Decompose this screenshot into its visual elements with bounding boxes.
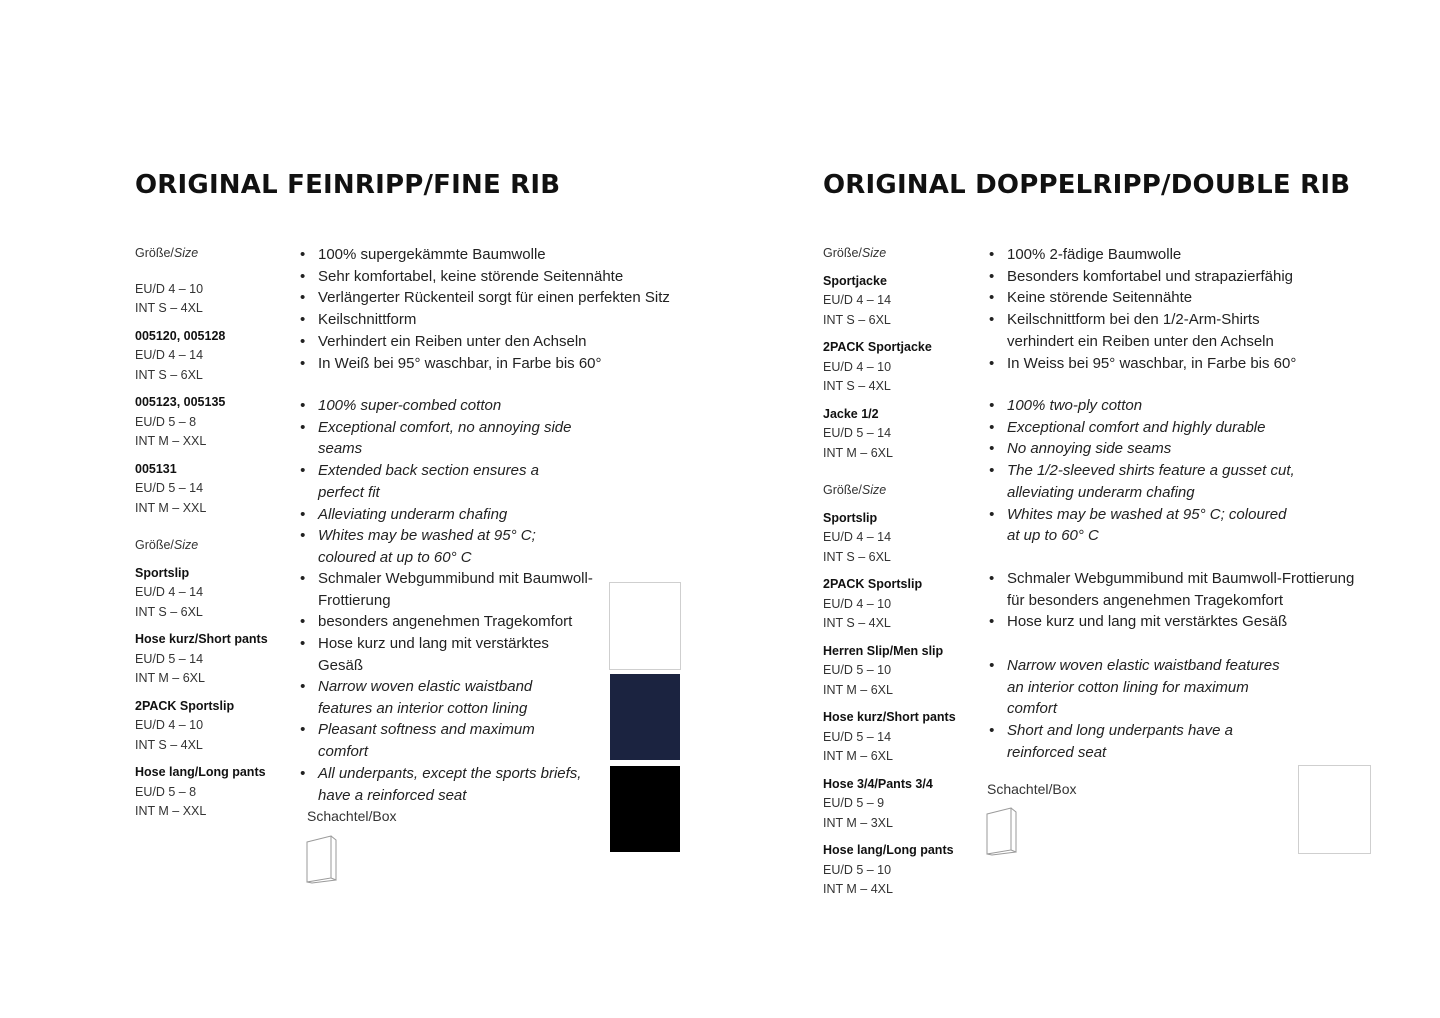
size-range: INT S – 4XL [135,301,203,315]
size-range: EU/D 4 – 14 [135,348,204,362]
right-features-en [987,395,1297,547]
feature-item: • The 1/2-sleeved shirts feature a gusset cut, alleviating underarm chafing [987,460,1297,503]
size-group-name: Hose kurz/Short pants [823,710,956,724]
feature-item: • In Weiss bei 95° waschbar, in Farbe bis 60° [987,353,1317,375]
color-swatch-white [1298,765,1371,854]
feature-item: • Whites may be washed at 95° C; coloured at up to 60° C [987,504,1297,547]
feature-item: • No annoying side seams [987,438,1297,460]
feature-item: • Verlängerter Rückenteil sorgt für einen perfekten Sitz [298,287,698,309]
size-heading: Größe/Size [823,246,887,260]
size-range: EU/D 4 – 10 [135,281,204,296]
feature-item: • Besonders komfortabel und strapazierfähig [987,266,1317,288]
left-pants-en [298,676,588,806]
size-heading: Größe/Size [135,538,199,552]
size-group-name: Hose 3/4/Pants 3/4 [823,776,933,791]
feature-item: • Sehr komfortabel, keine störende Seitennähte [298,266,698,288]
size-range: EU/D 5 – 10 [823,663,892,677]
feature-item: • Exceptional comfort, no annoying side seams [298,417,578,460]
feature-item: • Exceptional comfort and highly durable [987,417,1297,439]
size-group-name: Jacke 1/2 [823,406,879,421]
feature-item: • Keilschnittform [298,309,698,331]
feature-item: • besonders angenehmen Tragekomfort [298,611,598,633]
size-group [135,327,285,386]
size-group-name: Sportslip [135,565,190,580]
size-heading: Größe/Size [135,246,199,260]
size-range: EU/D 5 – 14 [135,481,204,495]
right-pants-en [987,655,1292,764]
box-icon [305,834,339,884]
size-group [823,775,973,834]
size-group [135,460,285,519]
size-group-name: 2PACK Sportslip [823,577,923,591]
feature-item: • Narrow woven elastic waistband features an interior cotton lining for maximum comfort [987,655,1292,720]
right-pants-de [987,568,1367,633]
feature-item: • Verhindert ein Reiben unter den Achseln [298,331,698,353]
size-group [135,280,285,319]
size-group [823,272,973,331]
size-range: EU/D 5 – 14 [823,426,892,440]
size-group-name: 005123, 005135 [135,395,226,409]
size-range: INT S – 6XL [823,312,891,327]
box-icon [985,806,1019,856]
size-group [823,338,973,397]
color-swatch-white [609,582,681,670]
right-features-de [987,244,1317,374]
size-range: EU/D 5 – 9 [823,796,885,810]
size-group [135,763,285,822]
feature-item: • Short and long underpants have a reinforced seat [987,720,1292,763]
size-group-name: 005131 [135,461,177,476]
size-group-name: 2PACK Sportslip [135,698,235,713]
size-group [135,393,285,452]
size-group-name: Hose lang/Long pants [823,843,954,857]
size-group-name: Hose lang/Long pants [135,765,266,779]
size-range: INT M – 6XL [823,749,893,763]
size-range: INT M – 6XL [823,445,893,460]
feature-item: • Pleasant softness and maximum comfort [298,719,588,762]
left-size-column [135,244,285,822]
size-range: INT S – 4XL [823,379,891,393]
right-title: ORIGINAL DOPPELRIPP/DOUBLE RIB [823,170,1351,200]
size-group [823,642,973,701]
feature-item: • Extended back section ensures a perfect fit [298,460,578,503]
size-range: INT S – 6XL [823,549,891,564]
left-features-en [298,395,578,569]
right-box-label: Schachtel/Box [987,781,1077,797]
feature-item: • 100% 2-fädige Baumwolle [987,244,1317,266]
right-size-column [823,244,973,900]
size-group-name: 2PACK Sportjacke [823,340,932,354]
size-range: INT M – XXL [135,500,207,515]
feature-item: • All underpants, except the sports briefs, have a reinforced seat [298,763,588,806]
size-group-name: Sportjacke [823,273,887,288]
feature-item: • Keilschnittform bei den 1/2-Arm-Shirts verhindert ein Reiben unter den Achseln [987,309,1317,352]
size-group [135,697,285,756]
size-range: INT S – 6XL [135,367,203,382]
size-range: EU/D 4 – 14 [823,530,892,544]
size-group-name: Herren Slip/Men slip [823,643,944,658]
feature-item: • In Weiß bei 95° waschbar, in Farbe bis 60° [298,353,698,375]
left-title: ORIGINAL FEINRIPP/FINE RIB [135,170,561,200]
feature-item: • Hose kurz und lang mit verstärktes Gesäß [987,611,1367,633]
left-features-de [298,244,698,374]
size-range: INT S – 4XL [823,616,891,630]
size-group [823,405,973,464]
size-range: EU/D 5 – 8 [135,784,197,799]
size-range: EU/D 5 – 14 [823,729,892,744]
size-range: INT S – 4XL [135,737,203,752]
size-range: INT M – XXL [135,804,207,818]
feature-item: • Keine störende Seitennähte [987,287,1317,309]
left-pants-de [298,568,598,677]
size-range: EU/D 4 – 14 [135,585,204,599]
size-range: EU/D 5 – 10 [823,862,892,877]
color-swatch-black [610,766,680,852]
feature-item: • Schmaler Webgummibund mit Baumwoll-Frottierung für besonders angenehmen Tragekomfort [987,568,1367,611]
size-group [135,630,285,689]
size-range: EU/D 4 – 14 [823,293,892,307]
size-range: EU/D 4 – 10 [823,359,892,374]
size-group-name: Hose kurz/Short pants [135,632,268,646]
size-group [823,575,973,634]
size-range: INT M – 6XL [823,682,893,697]
size-range: EU/D 4 – 10 [135,718,204,732]
feature-item: • 100% two-ply cotton [987,395,1297,417]
size-range: INT M – 6XL [135,671,205,685]
feature-item: • Narrow woven elastic waistband features an interior cotton lining [298,676,588,719]
color-swatch-navy [610,674,680,760]
size-group [135,564,285,623]
size-range: EU/D 4 – 10 [823,596,892,611]
size-group [823,509,973,568]
size-range: INT M – 3XL [823,815,893,830]
feature-item: • Whites may be washed at 95° C; coloured at up to 60° C [298,525,578,568]
feature-item: • Hose kurz und lang mit verstärktes Gesäß [298,633,598,676]
size-heading: Größe/Size [823,483,887,497]
size-range: EU/D 5 – 8 [135,414,197,429]
size-group [823,708,973,767]
size-range: INT S – 6XL [135,604,203,619]
size-range: EU/D 5 – 14 [135,651,204,666]
size-group-name: Sportslip [823,510,878,525]
size-group [823,841,973,900]
size-range: INT M – 4XL [823,882,893,896]
size-group-name: 005120, 005128 [135,328,226,343]
left-box-label: Schachtel/Box [307,808,397,824]
feature-item: • Schmaler Webgummibund mit Baumwoll-Frottierung [298,568,598,611]
feature-item: • 100% supergekämmte Baumwolle [298,244,698,266]
feature-item: • 100% super-combed cotton [298,395,578,417]
feature-item: • Alleviating underarm chafing [298,504,578,526]
size-range: INT M – XXL [135,434,207,448]
